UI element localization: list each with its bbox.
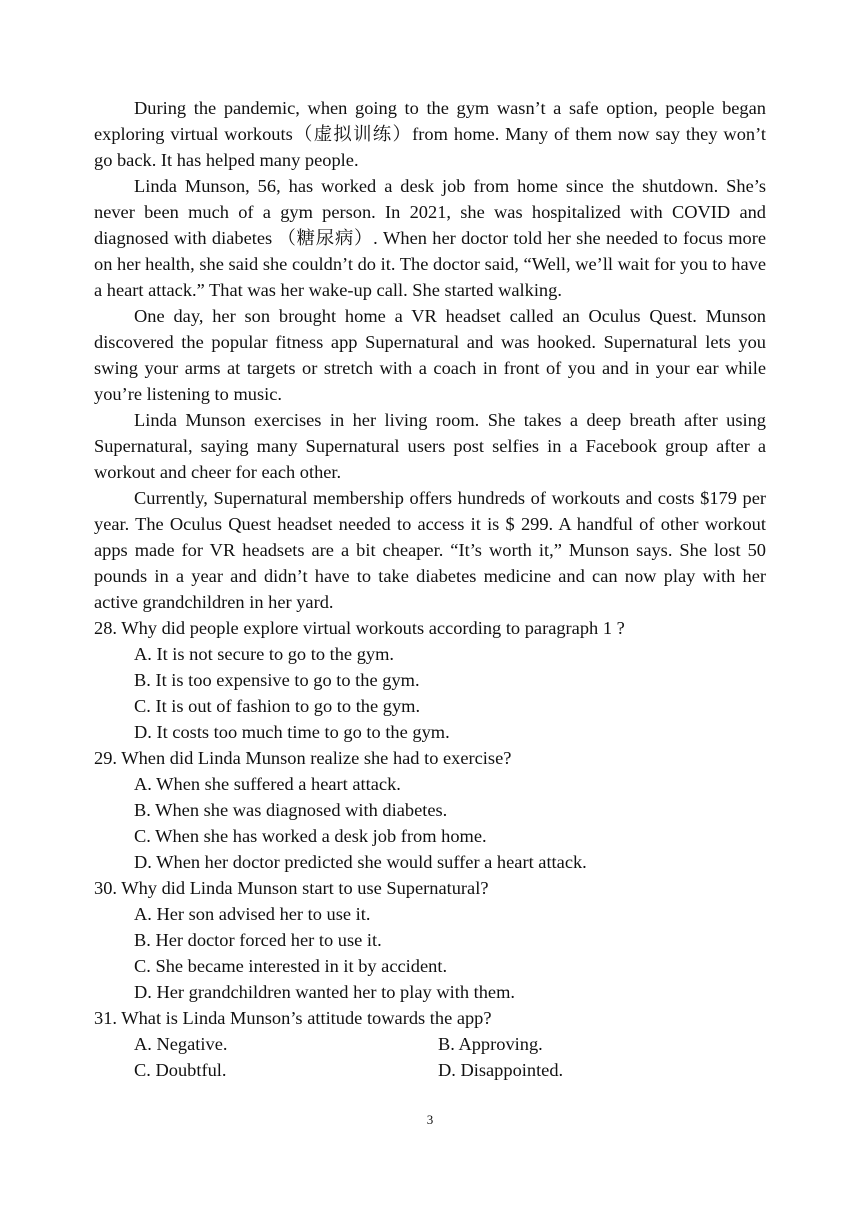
passage-paragraph: Currently, Supernatural membership offers hundreds of workouts and costs $179 per year. The Oculus Quest headset needed to access it is $ 299. A handful of other workout apps made for VR headsets are a bit cheaper. “It’s worth it,” Munson says. She lost 50 pounds in a year and didn’t have to take diabetes medicine and can now play with her active grandchildren in her yard. xyxy=(94,488,766,612)
answer-option-b: B. Her doctor forced her to use it. xyxy=(134,930,382,950)
answer-option-b: B. It is too expensive to go to the gym. xyxy=(134,670,420,690)
answer-option-row xyxy=(134,1031,766,1057)
answer-option-a: A. Negative. xyxy=(134,1034,228,1054)
question-31 xyxy=(94,1005,766,1083)
answer-option-a: A. When she suffered a heart attack. xyxy=(134,774,401,794)
question-29 xyxy=(94,745,766,875)
question-30 xyxy=(94,875,766,1005)
answer-option-d: D. When her doctor predicted she would suffer a heart attack. xyxy=(134,852,587,872)
answer-option-a: A. Her son advised her to use it. xyxy=(134,904,371,924)
question-28 xyxy=(94,615,766,745)
answer-option-c: C. When she has worked a desk job from home. xyxy=(134,826,487,846)
document-page xyxy=(94,95,766,1083)
answer-option-a: A. It is not secure to go to the gym. xyxy=(134,644,394,664)
reading-passage xyxy=(94,95,766,615)
passage-paragraph: Linda Munson exercises in her living room. She takes a deep breath after using Supernatural, saying many Supernatural users post selfies in a Facebook group after a workout and cheer for each other. xyxy=(94,410,766,482)
answer-option-c: C. Doubtful. xyxy=(134,1060,227,1080)
answer-option-row xyxy=(134,1057,766,1083)
question-stem: 28. Why did people explore virtual workouts according to paragraph 1 ? xyxy=(94,618,625,638)
answer-option-c: C. She became interested in it by accident. xyxy=(134,956,448,976)
passage-paragraph: Linda Munson, 56, has worked a desk job from home since the shutdown. She’s never been much of a gym person. In 2021, she was hospitalized with COVID and diagnosed with diabetes （糖尿病）. When her doctor told her she needed to focus more on her health, she said she couldn’t do it. The doctor said, “Well, we’ll wait for you to have a heart attack.” That was her wake-up call. She started walking. xyxy=(94,176,766,300)
answer-option-d: D. It costs too much time to go to the gym. xyxy=(134,722,450,742)
answer-option-d: D. Her grandchildren wanted her to play with them. xyxy=(134,982,515,1002)
answer-option-b: B. Approving. xyxy=(438,1034,543,1054)
passage-paragraph: During the pandemic, when going to the gym wasn’t a safe option, people began exploring virtual workouts（虚拟训练）from home. Many of them now say they won’t go back. It has helped many people. xyxy=(94,98,766,170)
answer-option-b: B. When she was diagnosed with diabetes. xyxy=(134,800,448,820)
answer-option-d: D. Disappointed. xyxy=(438,1060,564,1080)
question-stem: 31. What is Linda Munson’s attitude towards the app? xyxy=(94,1008,492,1028)
answer-option-c: C. It is out of fashion to go to the gym. xyxy=(134,696,421,716)
passage-paragraph: One day, her son brought home a VR headset called an Oculus Quest. Munson discovered the popular fitness app Supernatural and was hooked. Supernatural lets you swing your arms at targets or stretch with a coach in front of you and in your ear while you’re listening to music. xyxy=(94,306,766,404)
question-stem: 30. Why did Linda Munson start to use Supernatural? xyxy=(94,878,489,898)
page-number: 3 xyxy=(426,1112,434,1127)
question-stem: 29. When did Linda Munson realize she had to exercise? xyxy=(94,748,512,768)
